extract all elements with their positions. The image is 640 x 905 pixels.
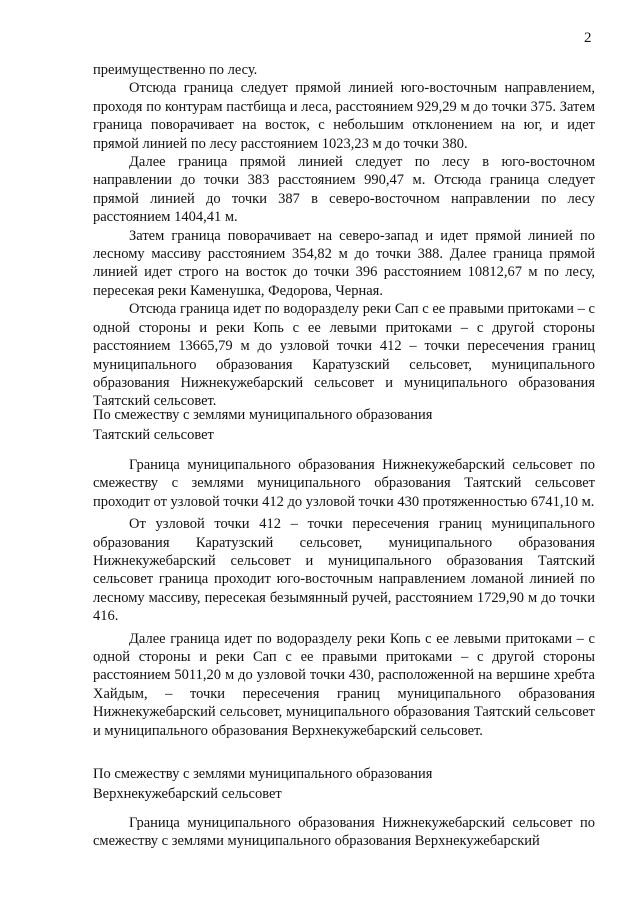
heading-line: По смежеству с землями муниципального образования: [93, 766, 433, 782]
heading-line: Верхнекужебарский сельсовет: [93, 786, 282, 802]
body-section-1: [93, 61, 595, 411]
body-section-3: [93, 814, 595, 851]
paragraph: Граница муниципального образования Нижнекужебарский сельсовет по смежеству с землями муниципального образования Таятский сельсовет проходит от узловой точки 412 до узловой точки 430 протяженностью 6741,10 м.: [93, 457, 595, 510]
body-section-2: [93, 456, 595, 740]
section-heading-verkhnekuzhebarsky: [93, 764, 595, 804]
heading-line: Таятский сельсовет: [93, 427, 214, 443]
paragraph: Граница муниципального образования Нижнекужебарский сельсовет по смежеству с землями муниципального образования Верхнекужебарский: [93, 815, 595, 850]
page-number: 2: [584, 30, 592, 46]
paragraph: Далее граница прямой линией следует по лесу в юго-восточном направлении до точки 383 расстоянием 990,47 м. Отсюда граница следует прямой линией до точки 387 в северо-восточном направлении по лесу расстоянием 1404,41 м.: [93, 154, 595, 226]
paragraph: От узловой точки 412 – точки пересечения границ муниципального образования Каратузский сельсовет, муниципального образования Нижнекужебарский сельсовет и муниципального образования Таятский сельсовет граница проходит юго-восточным направлением ломаной линией по лесному массиву, пересекая безымянный ручей, расстоянием 1729,90 м до точки 416.: [93, 516, 595, 625]
section-heading-tayatsky: [93, 405, 595, 445]
paragraph: Отсюда граница следует прямой линией юго-восточным направлением, проходя по контурам пастбища и леса, расстоянием 929,29 м до точки 375. Затем граница поворачивает на восток, с небольшим отклонением на юг, и идет прямой линией по лесу расстоянием 1023,23 м до точки 380.: [93, 80, 595, 152]
paragraph: Отсюда граница идет по водоразделу реки Сап с ее правыми притоками – с одной стороны и реки Копь с ее левыми притоками – с другой стороны расстоянием 13665,79 м до узловой точки 412 – точки пересечения границ муниципального образования Каратузский сельсовет, муниципального образования Нижнекужебарский сельсовет и муниципального образования Таятский сельсовет.: [93, 301, 595, 410]
paragraph: Затем граница поворачивает на северо-запад и идет прямой линией по лесному массиву расстоянием 354,82 м до точки 388. Далее граница прямой линией идет строго на восток до точки 396 расстоянием 10812,67 м по лесу, пересекая реки Каменушка, Федорова, Черная.: [93, 227, 595, 299]
paragraph: Далее граница идет по водоразделу реки Копь с ее левыми притоками – с одной стороны и реки Сап с ее правыми притоками – с другой стороны расстоянием 5011,20 м до узловой точки 430, расположенной на вершине хребта Хайдым, – точки пересечения границ муниципального образования Нижнекужебарский сельсовет, муниципального образования Таятский сельсовет и муниципального образования Верхнекужебарский сельсовет.: [93, 630, 595, 739]
paragraph: преимущественно по лесу.: [93, 62, 258, 78]
heading-line: По смежеству с землями муниципального образования: [93, 407, 433, 423]
